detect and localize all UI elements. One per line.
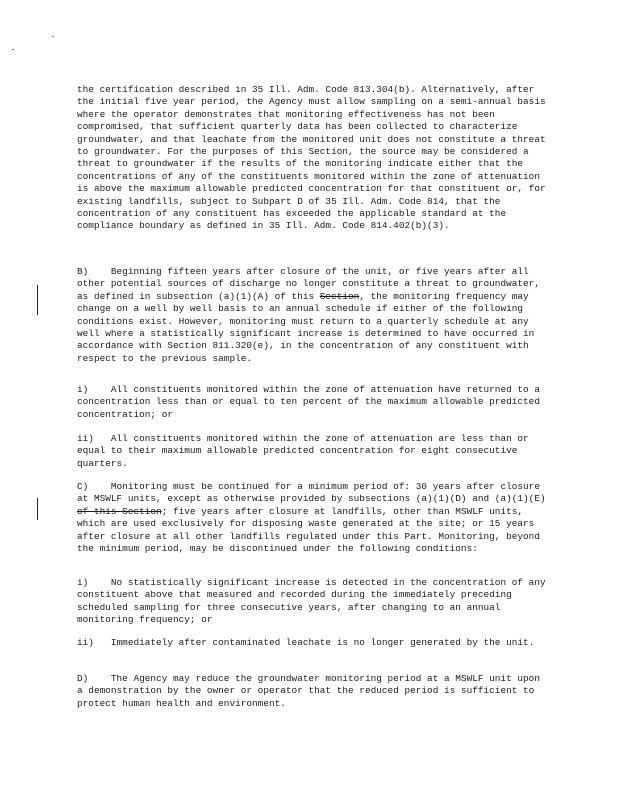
revision-margin-bar bbox=[37, 498, 38, 520]
paragraph-b bbox=[77, 266, 549, 365]
paragraph-b-text-2: , the monitoring frequency may change on a well by well basis to an annual schedule if either of the following conditions exist. However, monitoring must return to a quarterly schedule at any well where a statistically significant increase is determined to have occurred in accordance with Section 811.320(e), in the concentration of any constituent with respect to the previous sample. bbox=[77, 290, 540, 364]
paragraph-d: D) The Agency may reduce the groundwater monitoring period at a MSWLF unit upon a demonstration by the owner or operator that the reduced period is sufficient to protect human health and environment. bbox=[77, 673, 546, 709]
paragraph-c bbox=[77, 481, 552, 555]
paragraph-c-text-2: ; five years after closure at landfills, other than MSWLF units, which are used exclusively for disposing waste generated at the site; or 15 years after closure at all other landfills regulated under this Part. Monitoring, beyond the minimum period, may be discontinued under the following conditions: bbox=[77, 505, 546, 555]
item-c-i: i) No statistically significant increase is detected in the concentration of any constituent above that measured and recorded during the immediately preceding scheduled sampling for three consecutive years, after changing to an annual monitoring frequency; or bbox=[77, 577, 552, 626]
paragraph-b-strikethrough: Section bbox=[319, 290, 360, 302]
paragraph-b-text-1: B) Beginning fifteen years after closure of the unit, or five years after all other potential sources of discharge no longer constitute a threat to groundwater, as defined in subsection (a)(1)(A) of this bbox=[77, 266, 546, 302]
paragraph-c-strikethrough: of this Section bbox=[77, 505, 162, 517]
revision-margin-bar bbox=[37, 285, 38, 315]
item-b-i: i) All constituents monitored within the zone of attenuation have returned to a concentration less than or equal to ten percent of the maximum allowable predicted concentration; or bbox=[77, 384, 546, 420]
item-c-ii: ii) Immediately after contaminated leachate is no longer generated by the unit. bbox=[77, 637, 535, 648]
paragraph-c-text-1: C) Monitoring must be continued for a minimum period of: 30 years after closure at MSWLF units, except as otherwise provided by subsections (a)(1)(D) and (a)(1)(E) bbox=[77, 481, 552, 505]
item-b-ii: ii) All constituents monitored within the zone of attenuation are less than or equal to their maximum allowable predicted concentration for eight consecutive quarters. bbox=[77, 433, 535, 469]
scan-speck bbox=[52, 36, 54, 37]
scan-speck bbox=[12, 49, 14, 50]
paragraph-intro: the certification described in 35 Ill. Adm. Code 813.304(b). Alternatively, after the initial five year period, the Agency must allow sampling on a semi-annual basis where the operator demonstrates that monitoring effectiveness has not been compromised, that sufficient quarterly data has been collected to characterize groundwater, and that leachate from the monitored unit does not constitute a threat to groundwater. For the purposes of this Section, the source may be considered a threat to groundwater if the results of the monitoring indicate either that the concentrations of any of the constituents monitored within the zone of attenuation is above the maximum allowable predicted concentration for that constituent or, for existing landfills, subject to Subpart D of 35 Ill. Adm. Code 814, that the concentration of any constituent has exceeded the applicable standard at the compliance boundary as defined in 35 Ill. Adm. Code 814.402(b)(3). bbox=[77, 84, 552, 232]
